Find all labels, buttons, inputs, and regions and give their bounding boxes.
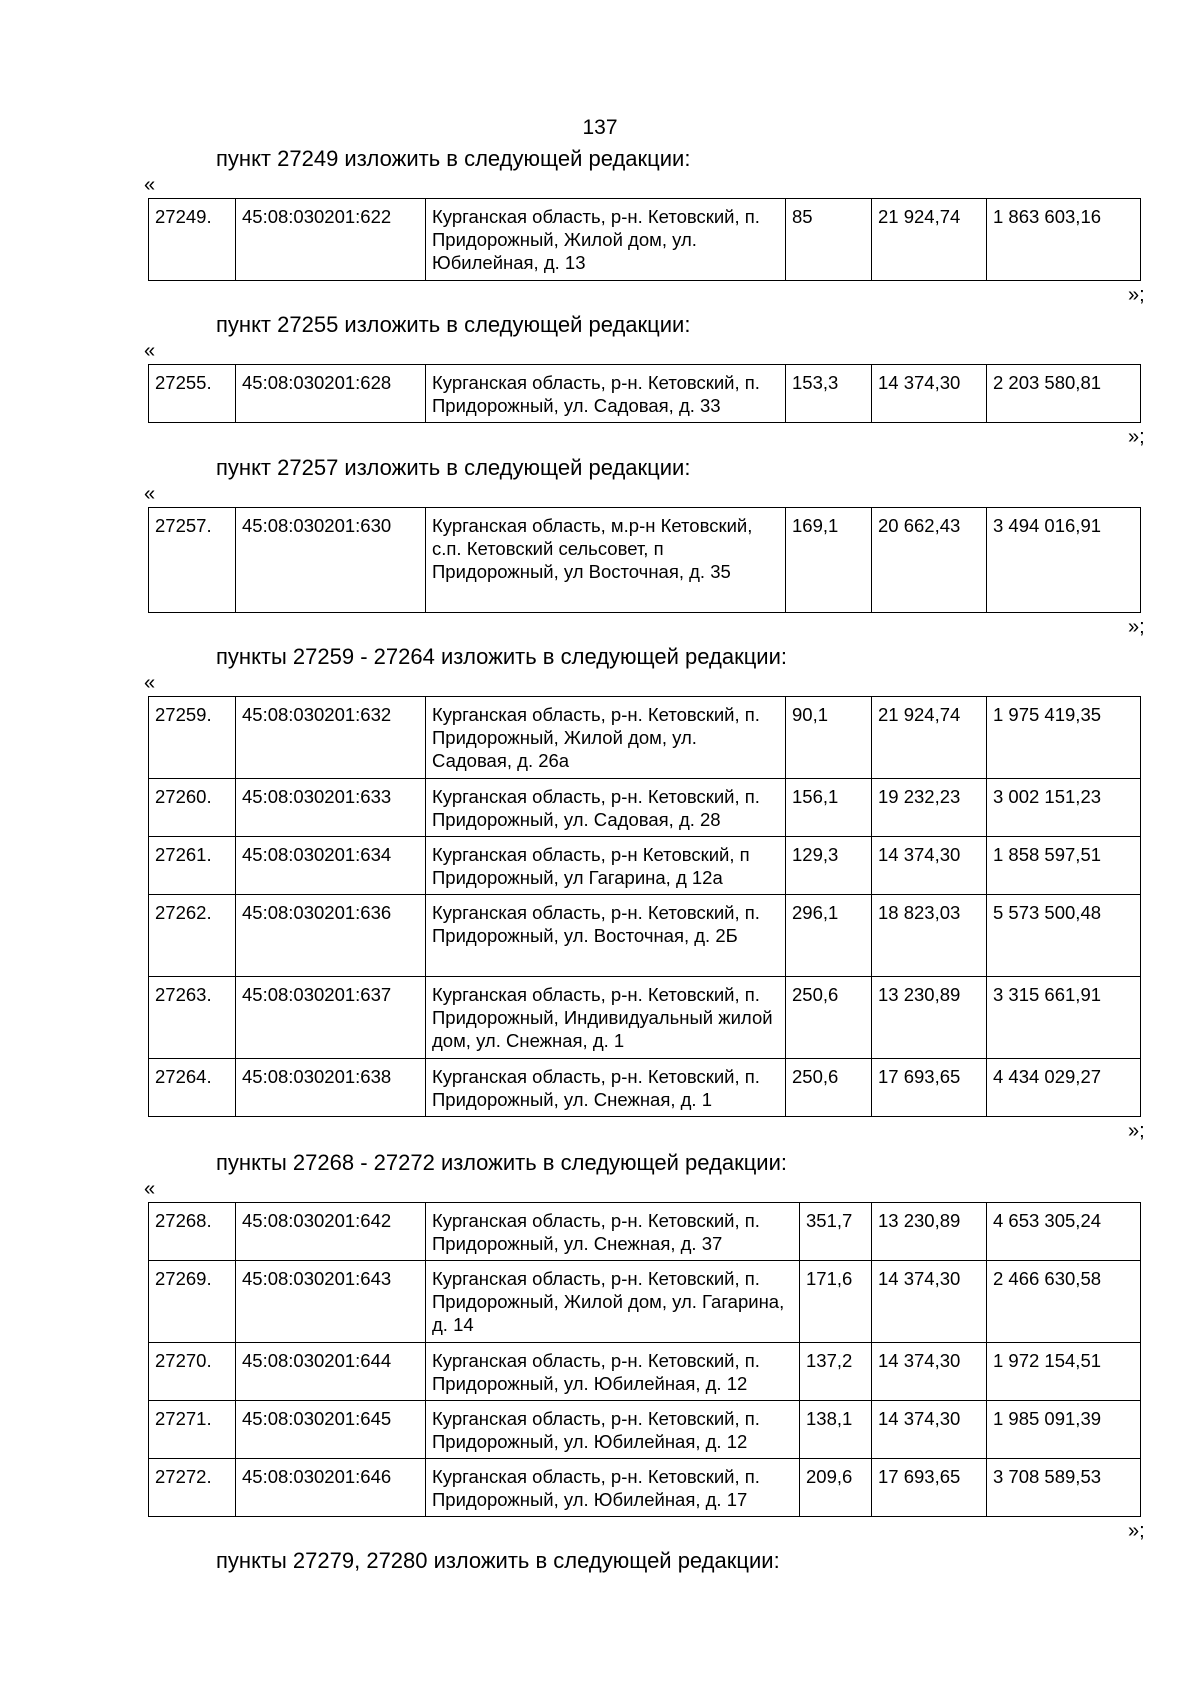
value-cell: 3 494 016,91 — [987, 508, 1141, 613]
item-number: 27259. — [149, 697, 236, 779]
cadastral-number: 45:08:030201:643 — [236, 1261, 426, 1343]
area-cell: 209,6 — [800, 1459, 872, 1517]
page-number: 137 — [582, 116, 618, 139]
close-quote: »; — [1128, 1520, 1145, 1542]
section-heading: пункты 27259 - 27264 изложить в следующей редакции: — [216, 644, 788, 669]
rate-cell: 21 924,74 — [872, 697, 987, 779]
table-row — [149, 199, 1141, 281]
area-cell: 250,6 — [786, 977, 872, 1059]
rate-cell: 14 374,30 — [872, 837, 987, 895]
open-quote: « — [144, 483, 156, 505]
cadastral-number: 45:08:030201:634 — [236, 837, 426, 895]
close-quote: »; — [1128, 426, 1145, 448]
open-quote: « — [144, 174, 156, 196]
table-row — [149, 1261, 1141, 1343]
rate-cell: 13 230,89 — [872, 977, 987, 1059]
value-cell: 2 203 580,81 — [987, 365, 1141, 423]
area-cell: 171,6 — [800, 1261, 872, 1343]
table-row — [149, 697, 1141, 779]
value-cell: 2 466 630,58 — [987, 1261, 1141, 1343]
table-row — [149, 1401, 1141, 1459]
entries-table — [148, 364, 1141, 423]
address-cell: Курганская область, м.р-н Кетовский, с.п. Кетовский сельсовет, п Придорожный, ул Восточная, д. 35 — [426, 508, 786, 613]
value-cell: 4 653 305,24 — [987, 1203, 1141, 1261]
item-number: 27261. — [149, 837, 236, 895]
item-number: 27260. — [149, 779, 236, 837]
item-number: 27255. — [149, 365, 236, 423]
value-cell: 1 858 597,51 — [987, 837, 1141, 895]
entries-table — [148, 1202, 1141, 1517]
open-quote: « — [144, 672, 156, 694]
rate-cell: 14 374,30 — [872, 1401, 987, 1459]
cadastral-number: 45:08:030201:637 — [236, 977, 426, 1059]
entries-table — [148, 507, 1141, 613]
open-quote: « — [144, 1178, 156, 1200]
area-cell: 153,3 — [786, 365, 872, 423]
cadastral-number: 45:08:030201:622 — [236, 199, 426, 281]
section-heading: пункт 27257 изложить в следующей редакции: — [216, 455, 691, 480]
rate-cell: 13 230,89 — [872, 1203, 987, 1261]
table-row — [149, 508, 1141, 613]
value-cell: 3 708 589,53 — [987, 1459, 1141, 1517]
cadastral-number: 45:08:030201:628 — [236, 365, 426, 423]
open-quote: « — [144, 340, 156, 362]
rate-cell: 14 374,30 — [872, 365, 987, 423]
item-number: 27272. — [149, 1459, 236, 1517]
table-row — [149, 895, 1141, 977]
cadastral-number: 45:08:030201:642 — [236, 1203, 426, 1261]
address-cell: Курганская область, р-н. Кетовский, п. Придорожный, Жилой дом, ул. Юбилейная, д. 13 — [426, 199, 786, 281]
value-cell: 1 972 154,51 — [987, 1343, 1141, 1401]
address-cell: Курганская область, р-н. Кетовский, п. Придорожный, ул. Юбилейная, д. 12 — [426, 1401, 800, 1459]
rate-cell: 19 232,23 — [872, 779, 987, 837]
address-cell: Курганская область, р-н. Кетовский, п. Придорожный, Жилой дом, ул. Садовая, д. 26а — [426, 697, 786, 779]
area-cell: 137,2 — [800, 1343, 872, 1401]
section-heading: пункт 27255 изложить в следующей редакции: — [216, 312, 691, 337]
section-heading: пункт 27249 изложить в следующей редакции: — [216, 146, 691, 171]
entries-table — [148, 198, 1141, 281]
value-cell: 1 863 603,16 — [987, 199, 1141, 281]
item-number: 27249. — [149, 199, 236, 281]
address-cell: Курганская область, р-н. Кетовский, п. Придорожный, ул. Садовая, д. 28 — [426, 779, 786, 837]
cadastral-number: 45:08:030201:632 — [236, 697, 426, 779]
area-cell: 129,3 — [786, 837, 872, 895]
area-cell: 296,1 — [786, 895, 872, 977]
section-heading: пункты 27268 - 27272 изложить в следующей редакции: — [216, 1150, 788, 1175]
table-row — [149, 977, 1141, 1059]
address-cell: Курганская область, р-н. Кетовский, п. Придорожный, ул. Юбилейная, д. 17 — [426, 1459, 800, 1517]
item-number: 27271. — [149, 1401, 236, 1459]
cadastral-number: 45:08:030201:645 — [236, 1401, 426, 1459]
close-quote: »; — [1128, 284, 1145, 306]
value-cell: 3 002 151,23 — [987, 779, 1141, 837]
value-cell: 5 573 500,48 — [987, 895, 1141, 977]
rate-cell: 17 693,65 — [872, 1059, 987, 1117]
close-quote: »; — [1128, 1120, 1145, 1142]
address-cell: Курганская область, р-н Кетовский, п Придорожный, ул Гагарина, д 12а — [426, 837, 786, 895]
table-row — [149, 1059, 1141, 1117]
area-cell: 138,1 — [800, 1401, 872, 1459]
table-row — [149, 1203, 1141, 1261]
cadastral-number: 45:08:030201:646 — [236, 1459, 426, 1517]
rate-cell: 14 374,30 — [872, 1261, 987, 1343]
table-row — [149, 1343, 1141, 1401]
item-number: 27264. — [149, 1059, 236, 1117]
rate-cell: 21 924,74 — [872, 199, 987, 281]
section-heading: пункты 27279, 27280 изложить в следующей редакции: — [216, 1548, 780, 1573]
area-cell: 351,7 — [800, 1203, 872, 1261]
cadastral-number: 45:08:030201:630 — [236, 508, 426, 613]
value-cell: 1 985 091,39 — [987, 1401, 1141, 1459]
rate-cell: 17 693,65 — [872, 1459, 987, 1517]
area-cell: 90,1 — [786, 697, 872, 779]
table-row — [149, 365, 1141, 423]
address-cell: Курганская область, р-н. Кетовский, п. Придорожный, Жилой дом, ул. Гагарина, д. 14 — [426, 1261, 800, 1343]
rate-cell: 14 374,30 — [872, 1343, 987, 1401]
table-row — [149, 779, 1141, 837]
value-cell: 4 434 029,27 — [987, 1059, 1141, 1117]
address-cell: Курганская область, р-н. Кетовский, п. Придорожный, ул. Снежная, д. 37 — [426, 1203, 800, 1261]
rate-cell: 20 662,43 — [872, 508, 987, 613]
item-number: 27262. — [149, 895, 236, 977]
item-number: 27257. — [149, 508, 236, 613]
close-quote: »; — [1128, 616, 1145, 638]
value-cell: 3 315 661,91 — [987, 977, 1141, 1059]
address-cell: Курганская область, р-н. Кетовский, п. Придорожный, ул. Юбилейная, д. 12 — [426, 1343, 800, 1401]
item-number: 27263. — [149, 977, 236, 1059]
area-cell: 169,1 — [786, 508, 872, 613]
address-cell: Курганская область, р-н. Кетовский, п. Придорожный, ул. Восточная, д. 2Б — [426, 895, 786, 977]
rate-cell: 18 823,03 — [872, 895, 987, 977]
area-cell: 85 — [786, 199, 872, 281]
cadastral-number: 45:08:030201:636 — [236, 895, 426, 977]
item-number: 27269. — [149, 1261, 236, 1343]
table-row — [149, 1459, 1141, 1517]
area-cell: 250,6 — [786, 1059, 872, 1117]
item-number: 27268. — [149, 1203, 236, 1261]
value-cell: 1 975 419,35 — [987, 697, 1141, 779]
cadastral-number: 45:08:030201:633 — [236, 779, 426, 837]
cadastral-number: 45:08:030201:638 — [236, 1059, 426, 1117]
address-cell: Курганская область, р-н. Кетовский, п. Придорожный, Индивидуальный жилой дом, ул. Снежная, д. 1 — [426, 977, 786, 1059]
address-cell: Курганская область, р-н. Кетовский, п. Придорожный, ул. Садовая, д. 33 — [426, 365, 786, 423]
entries-table — [148, 696, 1141, 1117]
address-cell: Курганская область, р-н. Кетовский, п. Придорожный, ул. Снежная, д. 1 — [426, 1059, 786, 1117]
table-row — [149, 837, 1141, 895]
area-cell: 156,1 — [786, 779, 872, 837]
item-number: 27270. — [149, 1343, 236, 1401]
cadastral-number: 45:08:030201:644 — [236, 1343, 426, 1401]
